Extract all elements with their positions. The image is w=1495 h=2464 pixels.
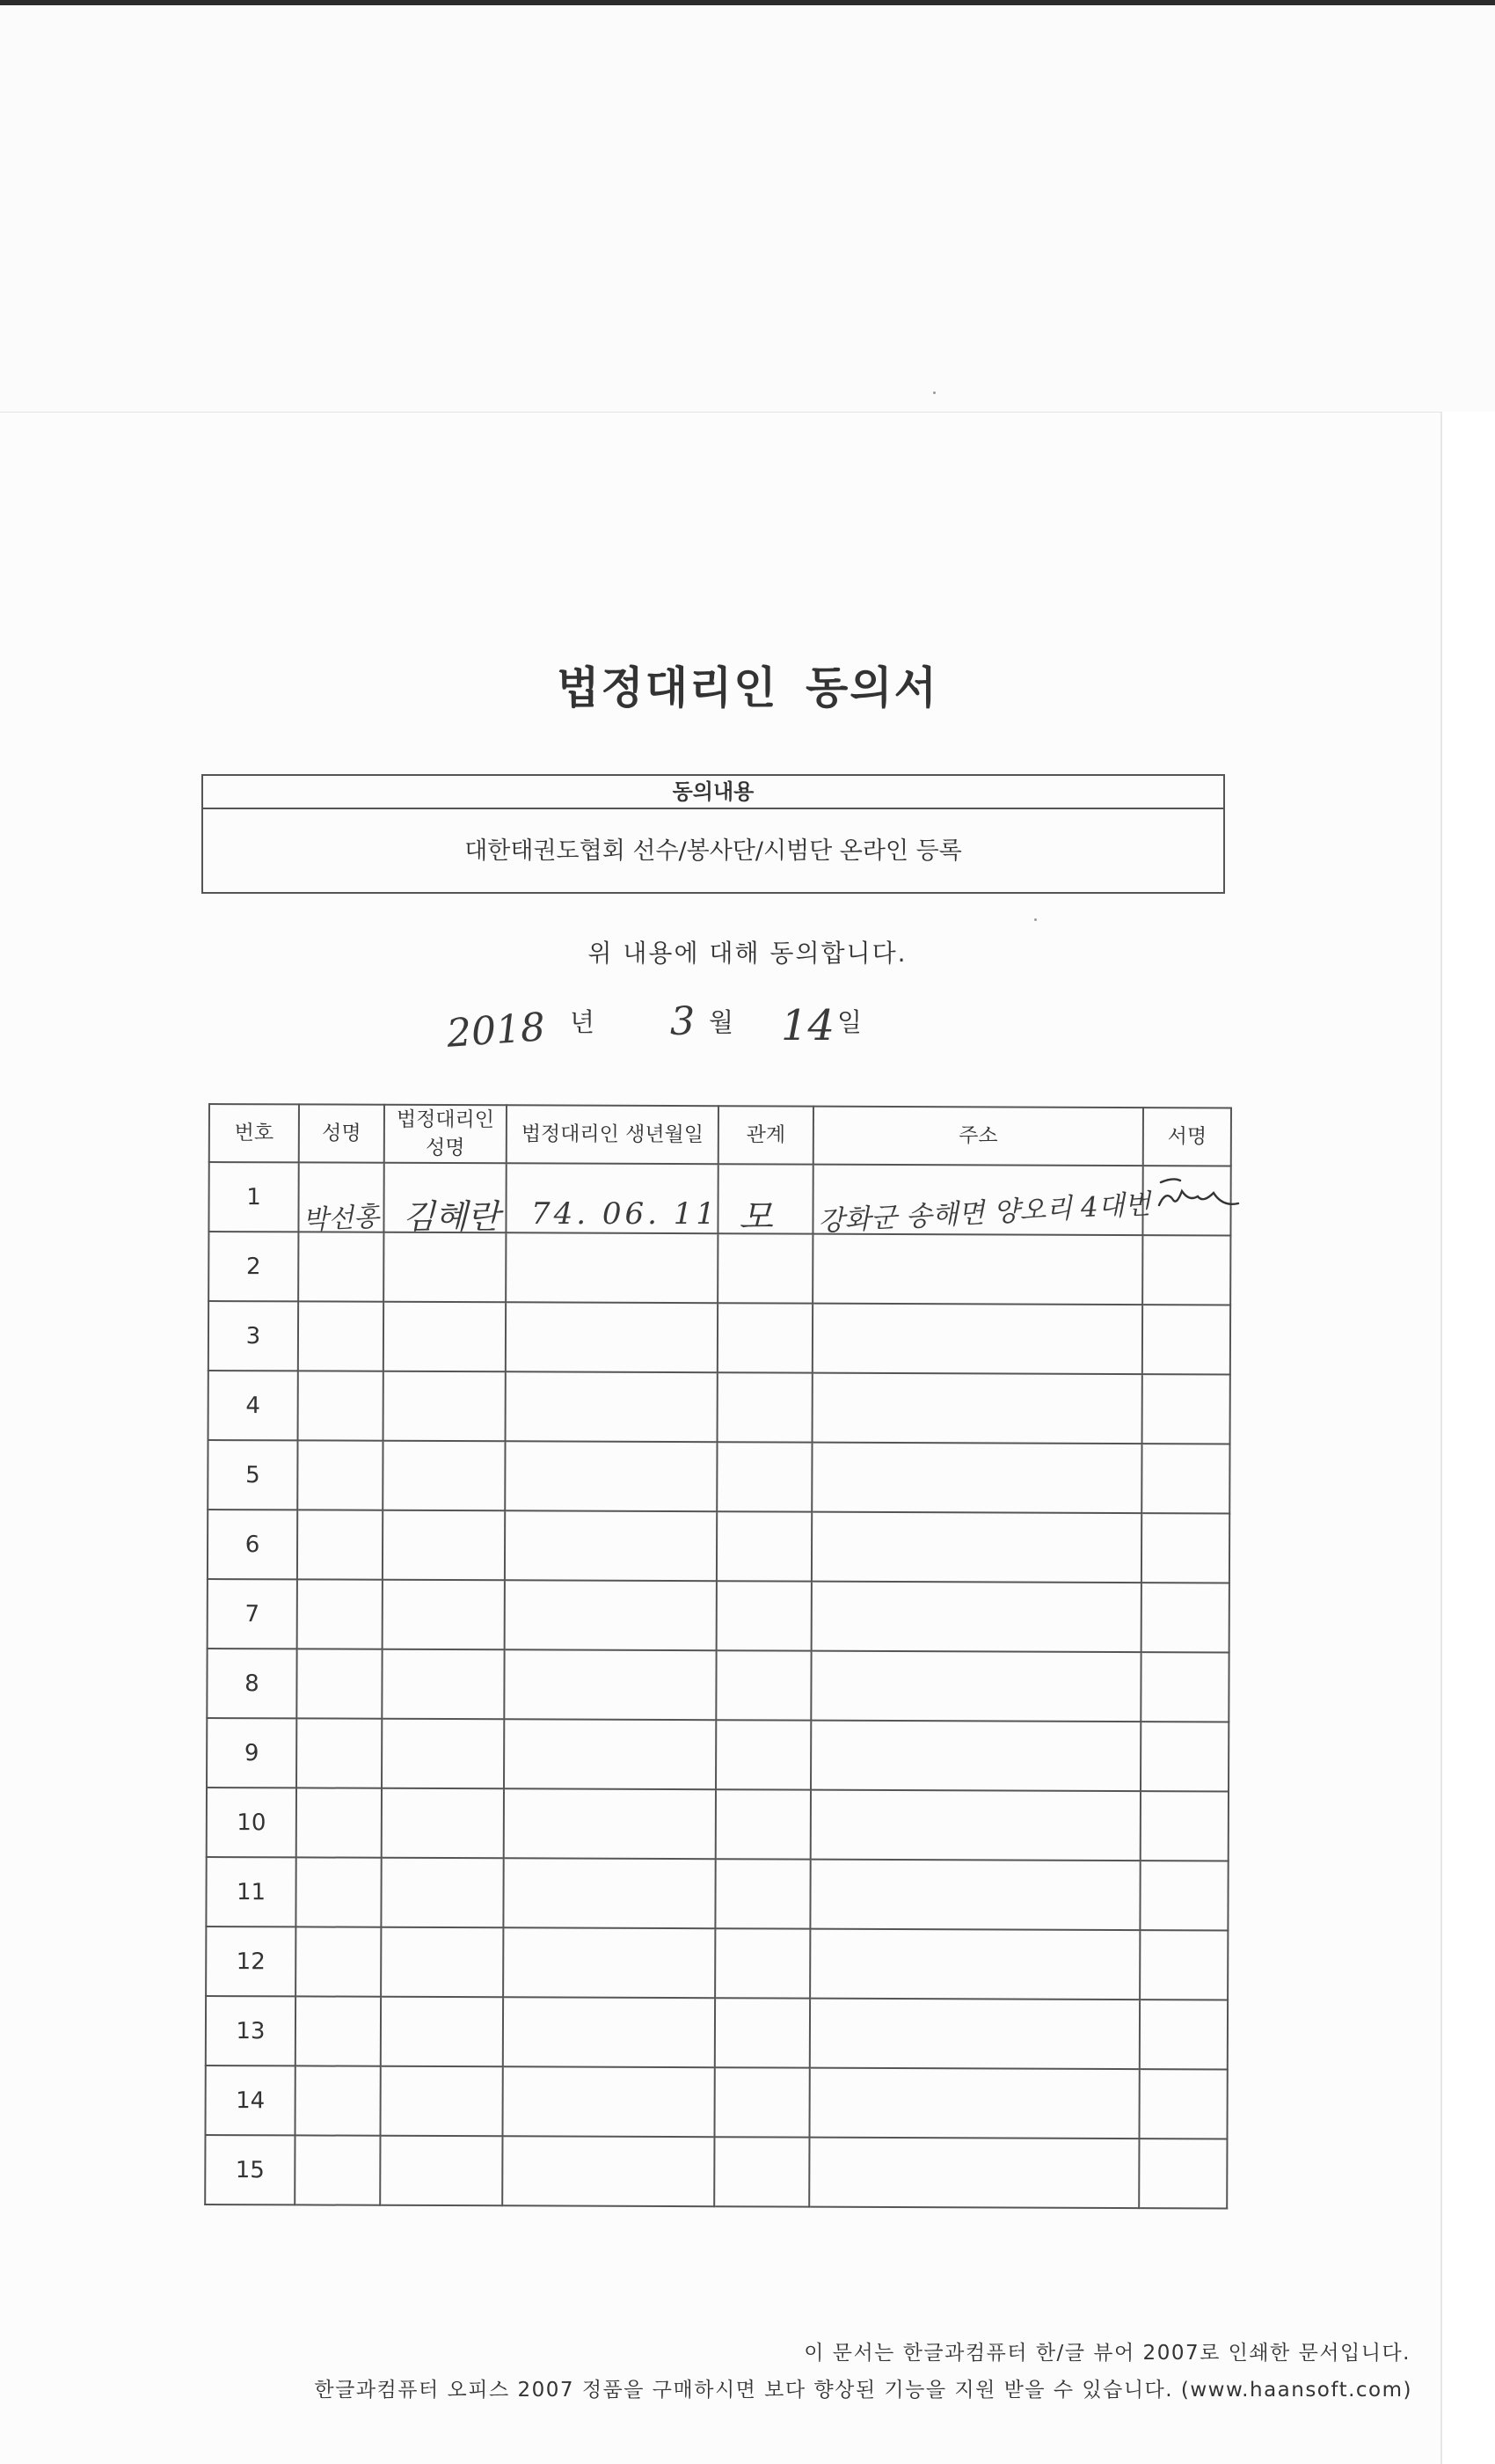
signature-cell xyxy=(1141,1513,1229,1583)
address-cell xyxy=(809,2138,1139,2208)
signature-cell xyxy=(1141,1722,1229,1791)
table-row xyxy=(206,1927,1228,2000)
consent-box xyxy=(201,774,1225,894)
guardian-birth-cell xyxy=(506,1371,718,1442)
table-row xyxy=(206,1996,1228,2069)
guardian-name-cell xyxy=(382,1719,504,1789)
guardian-birth-cell xyxy=(505,1580,717,1650)
guardian-name-cell xyxy=(381,1927,503,1998)
name-cell xyxy=(298,1371,383,1440)
address-cell xyxy=(812,1582,1141,1652)
row1-relation-handwritten: 모 xyxy=(739,1197,773,1238)
consent-header: 동의내용 xyxy=(203,776,1223,809)
row1-guardian-birth-handwritten: 74. 06. 11 xyxy=(531,1196,719,1232)
signature-cell xyxy=(1141,1444,1229,1513)
date-day-label: 일 xyxy=(837,1007,863,1037)
name-cell xyxy=(297,1510,383,1579)
address-cell xyxy=(810,1999,1140,2069)
guardian-birth-cell xyxy=(505,1510,717,1581)
no-cell: 3 xyxy=(208,1301,298,1371)
address-cell xyxy=(810,1929,1140,2000)
row1-address-text: 강화군 송해면 양오리 4대번 xyxy=(817,1188,1152,1238)
guardian-birth-cell xyxy=(503,1997,715,2067)
signature-cell xyxy=(1141,1583,1229,1652)
guardian-name-cell xyxy=(383,1441,505,1511)
col-header-guardian-name: 법정대리인 성명 xyxy=(384,1105,507,1164)
guardian-name-cell xyxy=(383,1371,506,1442)
scan-speck xyxy=(1034,918,1037,921)
no-cell: 1 xyxy=(208,1162,298,1232)
col-header-relation: 관계 xyxy=(718,1106,813,1164)
address-cell xyxy=(813,1373,1142,1444)
table-row xyxy=(208,1510,1229,1583)
signature-mark xyxy=(1154,1170,1251,1225)
guardian-name-cell xyxy=(381,1858,503,1928)
name-cell xyxy=(295,2135,380,2204)
table-row xyxy=(206,1857,1228,1930)
relation-cell xyxy=(716,1650,811,1720)
relation-cell xyxy=(716,1720,811,1789)
table-row xyxy=(207,1649,1229,1722)
table-header-row xyxy=(209,1104,1231,1166)
name-cell xyxy=(295,2066,380,2135)
guardian-name-cell xyxy=(383,1232,506,1303)
guardian-birth-cell xyxy=(504,1649,716,1720)
relation-cell xyxy=(717,1442,812,1511)
guardian-birth-cell xyxy=(502,2136,714,2206)
signature-cell xyxy=(1140,2000,1228,2069)
address-cell xyxy=(813,1234,1142,1305)
date-day-handwritten: 14 xyxy=(781,1001,835,1050)
address-cell xyxy=(812,1443,1141,1513)
name-cell xyxy=(297,1579,383,1649)
name-cell xyxy=(295,1996,381,2066)
scan-speck xyxy=(933,391,936,394)
guardian-name-cell xyxy=(380,2066,502,2137)
signature-cell xyxy=(1141,1791,1229,1861)
relation-cell xyxy=(715,1998,810,2067)
no-cell: 12 xyxy=(206,1927,295,1996)
table-row xyxy=(207,1788,1229,1861)
footer-line-2: 한글과컴퓨터 오피스 2007 정품을 구매하시면 보다 향상된 기능을 지원 받을 수 있습니다. (www.haansoft.com) xyxy=(314,2379,1412,2402)
name-cell xyxy=(298,1232,383,1301)
guardian-name-cell xyxy=(381,1997,503,2067)
col-header-guardian-birth: 법정대리인 생년월일 xyxy=(507,1105,718,1164)
date-year-handwritten: 2018 xyxy=(445,1005,547,1057)
table-row xyxy=(208,1301,1230,1374)
date-year-label: 년 xyxy=(570,1007,595,1037)
relation-cell xyxy=(718,1233,813,1303)
signature-cell xyxy=(1140,1930,1228,2000)
signature-cell xyxy=(1139,2069,1227,2139)
no-cell: 9 xyxy=(207,1718,296,1788)
col-header-address: 주소 xyxy=(813,1107,1143,1166)
footer-line-1: 이 문서는 한글과컴퓨터 한/글 뷰어 2007로 인쇄한 문서입니다. xyxy=(804,2342,1411,2365)
address-cell xyxy=(811,1721,1141,1791)
guardian-birth-cell xyxy=(503,1858,715,1928)
no-cell: 4 xyxy=(208,1371,298,1440)
table-row xyxy=(208,1232,1230,1305)
relation-cell xyxy=(716,1789,811,1859)
table-row xyxy=(208,1371,1230,1444)
address-cell xyxy=(813,1304,1142,1374)
name-cell xyxy=(297,1440,383,1510)
guardian-table xyxy=(204,1103,1232,2209)
guardian-name-cell xyxy=(383,1580,505,1650)
address-cell xyxy=(811,1790,1141,1861)
table-row xyxy=(205,2135,1227,2208)
col-header-name: 성명 xyxy=(299,1104,384,1162)
date-month-label: 월 xyxy=(709,1007,734,1037)
relation-cell xyxy=(714,2137,809,2206)
col-header-signature: 서명 xyxy=(1143,1108,1231,1166)
name-cell xyxy=(296,1718,382,1788)
back-sheet xyxy=(0,5,1495,412)
guardian-name-cell xyxy=(382,1649,504,1720)
signature-cell xyxy=(1139,2139,1227,2208)
signature-cell xyxy=(1140,1861,1228,1930)
guardian-birth-cell xyxy=(504,1719,716,1789)
table-body xyxy=(205,1162,1231,2208)
no-cell: 10 xyxy=(207,1788,296,1857)
signature-cell xyxy=(1142,1305,1230,1374)
no-cell: 8 xyxy=(207,1649,296,1718)
no-cell: 2 xyxy=(208,1232,298,1301)
guardian-name-cell xyxy=(383,1510,505,1581)
no-cell: 6 xyxy=(208,1510,297,1579)
guardian-name-cell xyxy=(380,2136,502,2206)
table-row xyxy=(208,1440,1229,1513)
table-row xyxy=(207,1718,1229,1791)
relation-cell xyxy=(718,1303,813,1372)
form-title: 법정대리인 동의서 xyxy=(557,662,938,713)
no-cell: 5 xyxy=(208,1440,297,1510)
address-cell xyxy=(810,1860,1140,1930)
no-cell: 7 xyxy=(208,1579,297,1649)
row1-guardian-name-handwritten: 김혜란 xyxy=(403,1197,500,1236)
guardian-birth-cell xyxy=(502,2066,714,2137)
agreement-statement: 위 내용에 대해 동의합니다. xyxy=(587,939,908,968)
date-month-handwritten: 3 xyxy=(670,999,695,1044)
relation-cell xyxy=(715,1859,810,1928)
no-cell: 15 xyxy=(205,2135,295,2204)
consent-content: 대한태권도협회 선수/봉사단/시범단 온라인 등록 xyxy=(464,837,962,865)
signature-cell xyxy=(1142,1374,1230,1444)
table-row xyxy=(208,1579,1229,1652)
relation-cell xyxy=(717,1511,812,1581)
relation-cell xyxy=(717,1581,812,1650)
name-cell xyxy=(296,1788,382,1857)
name-cell xyxy=(298,1301,383,1371)
guardian-birth-cell xyxy=(504,1788,716,1859)
no-cell: 11 xyxy=(206,1857,295,1927)
guardian-birth-cell xyxy=(505,1441,717,1511)
name-cell xyxy=(295,1927,381,1996)
no-cell: 14 xyxy=(205,2066,295,2135)
address-cell xyxy=(811,1651,1141,1722)
guardian-birth-cell xyxy=(506,1232,718,1303)
name-cell xyxy=(296,1649,382,1718)
row1-name-handwritten: 박선홍 xyxy=(302,1201,380,1237)
guardian-birth-cell xyxy=(503,1927,715,1998)
guardian-birth-cell xyxy=(506,1302,718,1372)
address-cell xyxy=(812,1512,1141,1583)
guardian-name-cell xyxy=(383,1302,506,1372)
table-row xyxy=(205,2066,1227,2139)
relation-cell xyxy=(715,1928,810,1998)
relation-cell xyxy=(714,2067,809,2137)
signature-cell xyxy=(1142,1235,1230,1305)
guardian-name-cell xyxy=(382,1788,504,1859)
col-header-no: 번호 xyxy=(209,1104,299,1162)
relation-cell xyxy=(718,1372,813,1442)
name-cell xyxy=(295,1857,381,1927)
signature-cell xyxy=(1141,1652,1229,1722)
address-cell xyxy=(809,2068,1139,2139)
no-cell: 13 xyxy=(206,1996,295,2066)
